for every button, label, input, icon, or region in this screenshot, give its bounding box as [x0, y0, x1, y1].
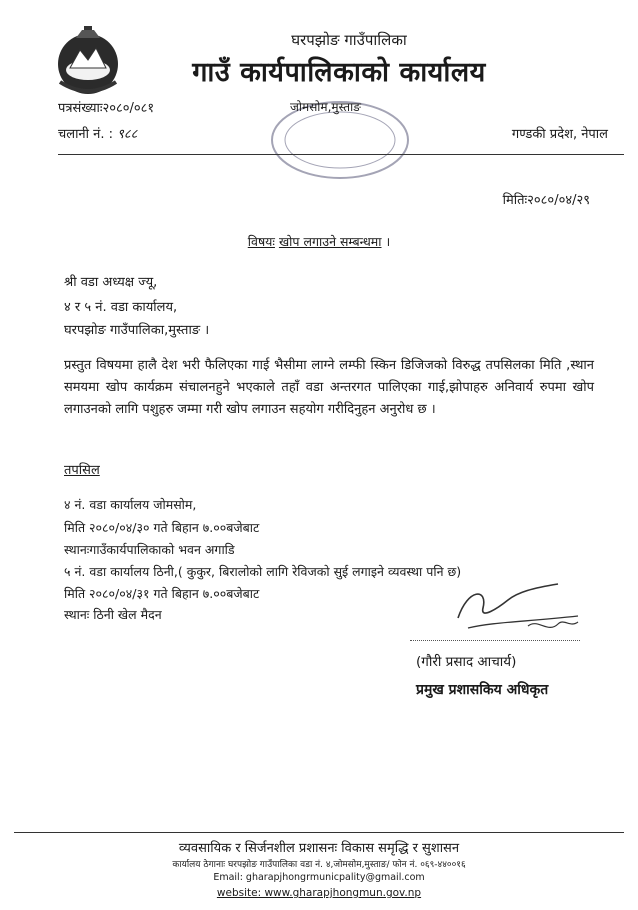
office-title: गाउँ कार्यपालिकाको कार्यालय — [192, 57, 486, 88]
subject-end: । — [385, 234, 391, 249]
letter-date: मितिः२०८०/०४/२९ — [502, 193, 590, 208]
footer-website: website: www.gharapjhongmun.gov.np — [216, 887, 422, 899]
signature-line — [410, 640, 580, 641]
footer-slogan: व्यवसायिक र सिर्जनशील प्रशासनः विकास समृद्धि र सुशासन — [178, 841, 460, 856]
reference-number: पत्रसंख्याः२०८०/०८१ — [58, 101, 155, 116]
addressee-line: ४ र ५ नं. वडा कार्यालय, — [64, 300, 178, 315]
schedule-line: मिति २०८०/०४/३० गते बिहान ७.००बजेबाट — [64, 520, 260, 535]
province-name: गण्डकी प्रदेश, नेपाल — [511, 127, 608, 142]
municipality-name: घरपझोङ गाउँपालिका — [291, 31, 407, 49]
footer-address: कार्यालय ठेगानाः घरपझोङ गाउँपालिका वडा नं. ४,जोमसोम,मुस्ताङ/ फोन नं. ०६९-४४००१६ — [172, 860, 466, 870]
schedule-line: मिति २०८०/०४/३१ गते बिहान ७.००बजेबाट — [64, 586, 260, 601]
dispatch-label: चलानी नं. : — [58, 127, 114, 142]
addressee-line: घरपझोङ गाउँपालिका,मुस्ताङ । — [64, 323, 210, 338]
dispatch-value: ९८८ — [117, 127, 138, 142]
handwritten-signature — [438, 578, 588, 640]
schedule-heading: तपसिल — [64, 463, 100, 478]
footer-divider — [14, 832, 624, 833]
schedule-line: स्थानः ठिनी खेल मैदन — [64, 607, 162, 622]
footer-email: Email: gharapjhongrmunicpality@gmail.com — [213, 872, 425, 883]
schedule-line: ४ नं. वडा कार्यालय जोमसोम, — [64, 497, 197, 512]
subject-text: खोप लगाउने सम्बन्धमा — [278, 234, 382, 249]
schedule-line: ५ नं. वडा कार्यालय ठिनी,( कुकुर, बिरालोको लागि रेविजको सुई लगाइने व्यवस्था पनि छ) — [64, 564, 462, 579]
signatory-name: (गौरी प्रसाद आचार्य) — [416, 654, 517, 670]
addressee-line: श्री वडा अध्यक्ष ज्यू, — [64, 275, 158, 290]
schedule-line: स्थानःगाउँकार्यपालिकाको भवन अगाडि — [64, 542, 235, 557]
subject-label: विषयः — [247, 234, 275, 249]
dispatch-number — [58, 124, 137, 142]
signatory-title: प्रमुख प्रशासकिय अधिकृत — [416, 682, 549, 698]
header-divider — [58, 154, 624, 155]
letter-body: प्रस्तुत विषयमा हालै देश भरी फैलिएका गाई भैसीमा लाग्ने लम्फी स्किन डिजिजको विरुद्ध तपसिलका मिति ,स्थान समयमा खोप कार्यक्रम संचालनहुने भएकाले तहाँ वडा अन्तरगत पालिएका गाई,झोपाहरु अनिवार्य रुपमा खोप लगाउनको लागि पशुहरु जम्मा गरी खोप लगाउन सहयोग गरीदिनुहन अनुरोध छ । — [64, 358, 594, 417]
letter-subject — [0, 233, 638, 250]
office-location: जोमसोम,मुस्ताङ — [290, 100, 361, 114]
